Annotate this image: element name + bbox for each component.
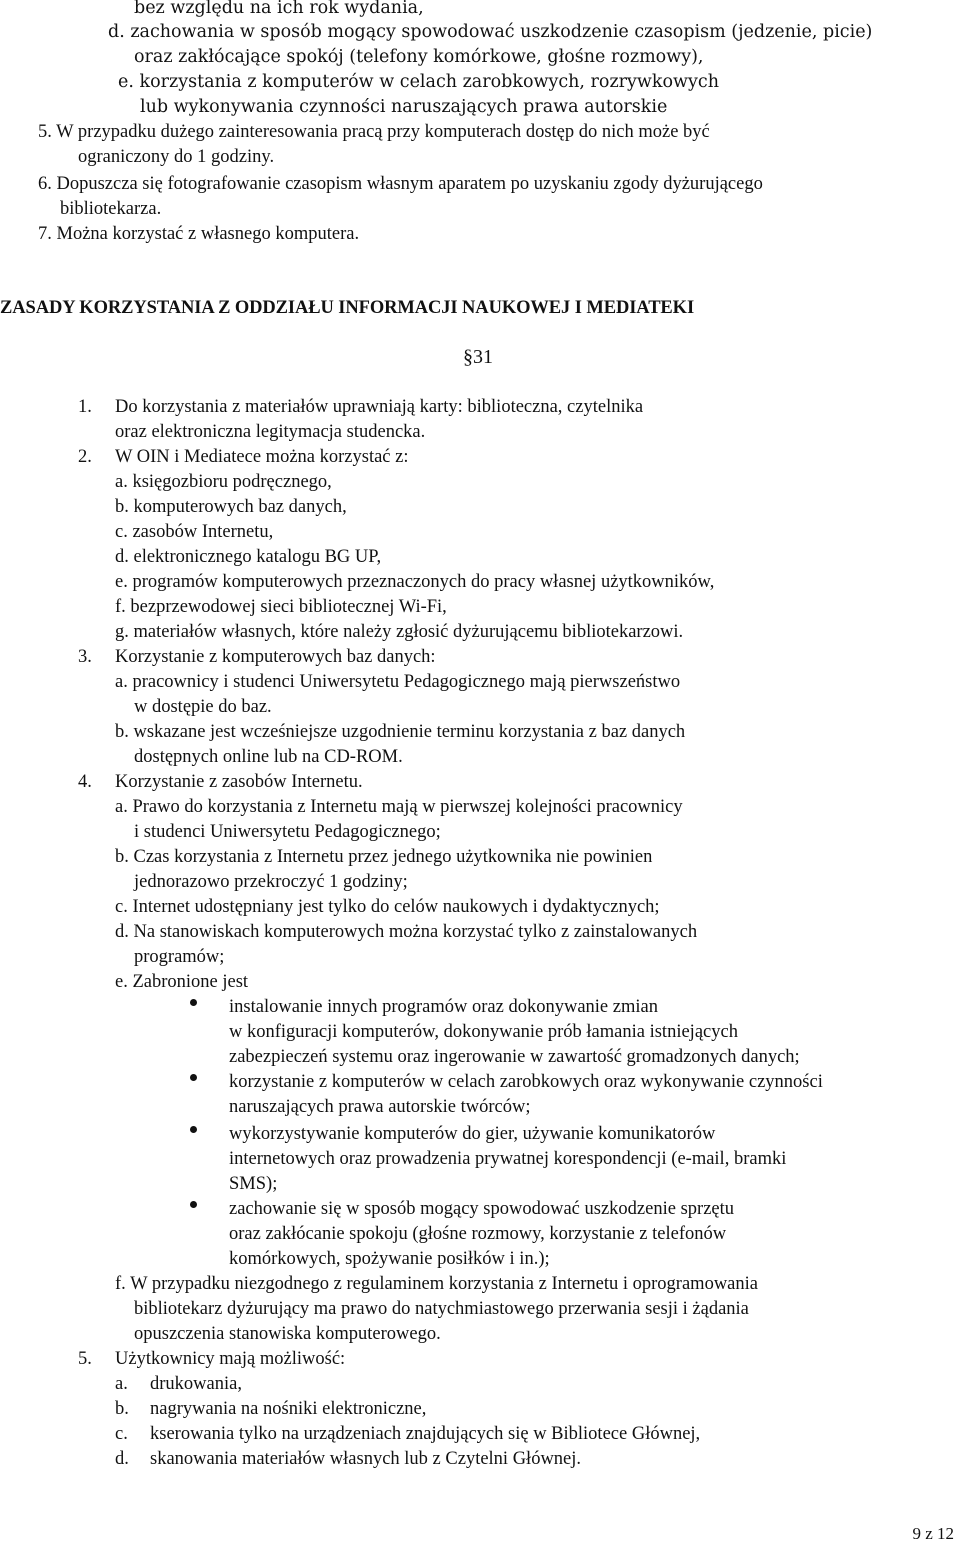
text-line: i studenci Uniwersytetu Pedagogicznego; xyxy=(134,822,441,842)
bullet-item: wykorzystywanie komputerów do gier, używanie komunikatorów xyxy=(229,1124,716,1144)
list-item: d. elektronicznego katalogu BG UP, xyxy=(115,547,382,567)
list-item: a. pracownicy i studenci Uniwersytetu Pedagogicznego mają pierwszeństwo xyxy=(115,672,681,692)
list-item: e. programów komputerowych przeznaczonych do pracy własnej użytkowników, xyxy=(115,572,715,592)
text-line: e. korzystania z komputerów w celach zarobkowych, rozrywkowych xyxy=(118,72,719,92)
bullet-icon xyxy=(190,1201,197,1208)
list-item: kserowania tylko na urządzeniach znajdujących się w Bibliotece Głównej, xyxy=(150,1424,701,1444)
list-item: skanowania materiałów własnych lub z Czytelni Głównej. xyxy=(150,1449,582,1469)
list-item: e. Zabronione jest xyxy=(115,972,249,992)
text-line: Do korzystania z materiałów uprawniają karty: biblioteczna, czytelnika xyxy=(115,397,644,417)
text-line: jednorazowo przekroczyć 1 godziny; xyxy=(134,872,408,892)
text-line: Korzystanie z komputerowych baz danych: xyxy=(115,647,436,667)
text-line: zabezpieczeń systemu oraz ingerowanie w zawartość gromadzonych danych; xyxy=(229,1047,800,1067)
list-number: 2. xyxy=(78,447,92,467)
bullet-item: korzystanie z komputerów w celach zarobkowych oraz wykonywanie czynności xyxy=(229,1072,823,1092)
text-line: 6. Dopuszcza się fotografowanie czasopism własnym aparatem po uzyskaniu zgody dyżurującego xyxy=(38,174,763,194)
text-line: W OIN i Mediatece można korzystać z: xyxy=(115,447,409,467)
text-line: lub wykonywania czynności naruszających prawa autorskie xyxy=(140,97,668,117)
list-item: drukowania, xyxy=(150,1374,242,1394)
list-letter: d. xyxy=(115,1449,129,1469)
section-heading: ZASADY KORZYSTANIA Z ODDZIAŁU INFORMACJI NAUKOWEJ I MEDIATEKI xyxy=(0,298,695,318)
text-line: komórkowych, spożywanie posiłków i in.); xyxy=(229,1249,550,1269)
bullet-icon xyxy=(190,999,197,1006)
text-line: oraz elektroniczna legitymacja studencka. xyxy=(115,422,426,442)
text-line: 5. W przypadku dużego zainteresowania pracą przy komputerach dostęp do nich może być xyxy=(38,122,710,142)
list-item: a. księgozbioru podręcznego, xyxy=(115,472,332,492)
text-line: ograniczony do 1 godziny. xyxy=(78,147,275,167)
list-item: d. Na stanowiskach komputerowych można korzystać tylko z zainstalowanych xyxy=(115,922,698,942)
list-number: 1. xyxy=(78,397,92,417)
text-line: oraz zakłócanie spokoju (głośne rozmowy, korzystanie z telefonów xyxy=(229,1224,727,1244)
text-line: dostępnych online lub na CD-ROM. xyxy=(134,747,403,767)
text-line: naruszających prawa autorskie twórców; xyxy=(229,1097,531,1117)
bullet-item: zachowanie się w sposób mogący spowodować uszkodzenie sprzętu xyxy=(229,1199,735,1219)
list-item: f. bezprzewodowej sieci bibliotecznej Wi-Fi, xyxy=(115,597,447,617)
text-line: opuszczenia stanowiska komputerowego. xyxy=(134,1324,441,1344)
list-letter: b. xyxy=(115,1399,129,1419)
list-item: b. wskazane jest wcześniejsze uzgodnienie terminu korzystania z baz danych xyxy=(115,722,686,742)
text-line: w dostępie do baz. xyxy=(134,697,272,717)
list-number: 4. xyxy=(78,772,92,792)
list-letter: a. xyxy=(115,1374,128,1394)
text-line: d. zachowania w sposób mogący spowodować uszkodzenie czasopism (jedzenie, picie) xyxy=(108,22,873,42)
list-number: 5. xyxy=(78,1349,92,1369)
text-line: SMS); xyxy=(229,1174,278,1194)
text-line: bibliotekarz dyżurujący ma prawo do natychmiastowego przerwania sesji i żądania xyxy=(134,1299,749,1319)
bullet-icon xyxy=(190,1126,197,1133)
text-line: bez względu na ich rok wydania, xyxy=(134,0,424,18)
list-item: c. zasobów Internetu, xyxy=(115,522,274,542)
list-item: nagrywania na nośniki elektroniczne, xyxy=(150,1399,427,1419)
text-line: programów; xyxy=(134,947,225,967)
list-item: b. Czas korzystania z Internetu przez jednego użytkownika nie powinien xyxy=(115,847,653,867)
list-item: f. W przypadku niezgodnego z regulaminem korzystania z Internetu i oprogramowania xyxy=(115,1274,758,1294)
page-number: 9 z 12 xyxy=(912,1524,954,1543)
text-line: Korzystanie z zasobów Internetu. xyxy=(115,772,363,792)
text-line: bibliotekarza. xyxy=(60,199,162,219)
list-item: c. Internet udostępniany jest tylko do celów naukowych i dydaktycznych; xyxy=(115,897,660,917)
text-line: oraz zakłócające spokój (telefony komórkowe, głośne rozmowy), xyxy=(134,47,704,67)
list-item: g. materiałów własnych, które należy zgłosić dyżurującemu bibliotekarzowi. xyxy=(115,622,684,642)
text-line: w konfiguracji komputerów, dokonywanie prób łamania istniejących xyxy=(229,1022,738,1042)
list-item: b. komputerowych baz danych, xyxy=(115,497,347,517)
bullet-item: instalowanie innych programów oraz dokonywanie zmian xyxy=(229,997,658,1017)
text-line: internetowych oraz prowadzenia prywatnej korespondencji (e-mail, bramki xyxy=(229,1149,787,1169)
list-letter: c. xyxy=(115,1424,128,1444)
list-number: 3. xyxy=(78,647,92,667)
text-line: 7. Można korzystać z własnego komputera. xyxy=(38,224,360,244)
list-item: a. Prawo do korzystania z Internetu mają w pierwszej kolejności pracownicy xyxy=(115,797,683,817)
bullet-icon xyxy=(190,1074,197,1081)
text-line: Użytkownicy mają możliwość: xyxy=(115,1349,346,1369)
paragraph-number: §31 xyxy=(463,346,493,368)
